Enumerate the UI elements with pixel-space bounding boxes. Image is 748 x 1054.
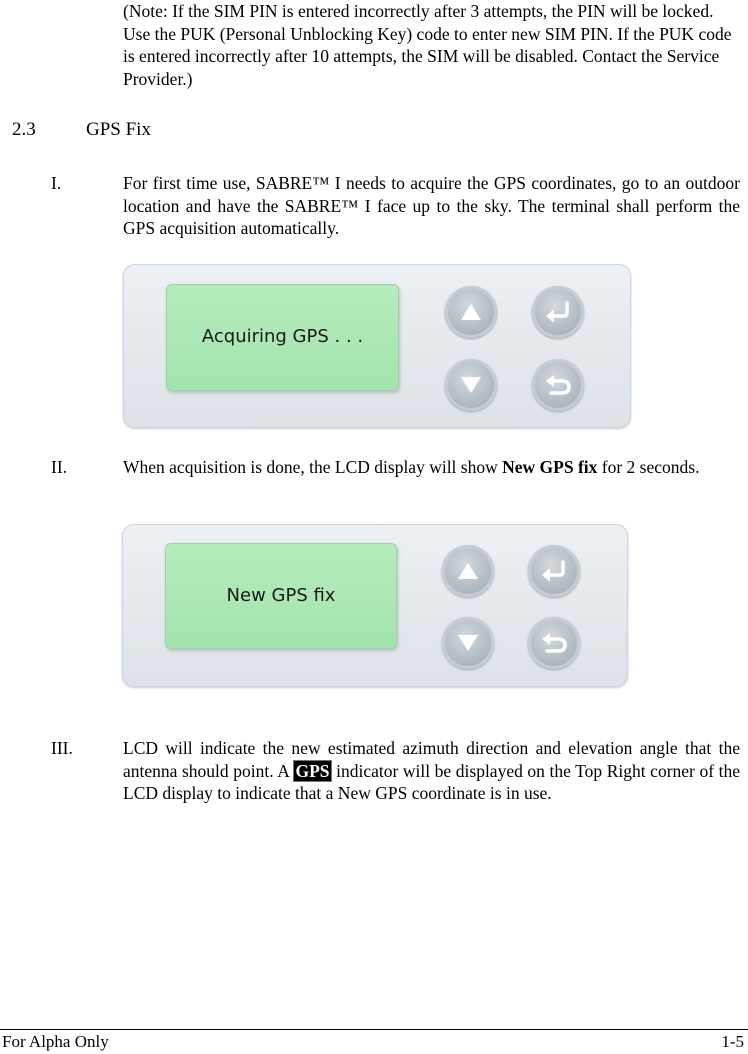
device-panel-new-fix — [122, 524, 628, 687]
enter-icon — [540, 560, 568, 582]
lcd-display — [165, 543, 397, 649]
device-panel-acquiring — [123, 264, 631, 428]
sim-pin-note: (Note: If the SIM PIN is entered incorrectly after 3 attempts, the PIN will be locked. Use the PUK (Personal Unblocking Key) code to enter new SIM PIN. If the PUK code is entered incorrectly after 10 attempts, the SIM will be disabled. Contact the Service Provider.) — [123, 1, 732, 89]
down-arrow-icon — [457, 634, 479, 652]
enter-button[interactable] — [532, 286, 584, 338]
item-number-3: III. — [51, 738, 73, 758]
back-button[interactable] — [528, 617, 580, 669]
new-gps-fix-emphasis: New GPS fix — [502, 457, 598, 477]
enter-icon — [544, 301, 572, 323]
back-icon — [540, 631, 568, 655]
enter-button[interactable] — [528, 545, 580, 597]
back-icon — [544, 373, 572, 397]
down-button[interactable] — [445, 359, 497, 411]
footer-left-text: For Alpha Only — [2, 1032, 109, 1051]
gps-indicator-tag: GPS — [295, 760, 330, 781]
lcd-display — [166, 284, 399, 391]
item-number-2: II. — [51, 457, 68, 477]
up-button[interactable] — [442, 545, 494, 597]
lcd-text: New GPS fix — [226, 584, 336, 606]
up-arrow-icon — [457, 562, 479, 580]
down-arrow-icon — [460, 376, 482, 394]
item-text-1: For first time use, SABRE™ I needs to acquire the GPS coordinates, go to an outdoor location and have the SABRE™ I face up to the sky. The terminal shall perform the GPS acquisition automatically. — [123, 173, 740, 238]
up-button[interactable] — [445, 286, 497, 338]
item-text-3: LCD will indicate the new estimated azimuth direction and elevation angle that the antenna should point. A GPS indicator will be displayed on the Top Right corner of the LCD display to indicate that a New GPS coordinate is in use. — [123, 738, 740, 803]
item-number-1: I. — [51, 173, 62, 193]
back-button[interactable] — [532, 359, 584, 411]
section-number: 2.3 — [12, 119, 36, 140]
lcd-text: Acquiring GPS . . . — [201, 326, 364, 348]
page-number: 1-5 — [721, 1032, 744, 1051]
down-button[interactable] — [442, 617, 494, 669]
item-text-2: When acquisition is done, the LCD display will show New GPS fix for 2 seconds. — [123, 457, 700, 477]
footer-rule — [0, 1029, 748, 1030]
section-title: GPS Fix — [86, 119, 151, 140]
up-arrow-icon — [460, 303, 482, 321]
